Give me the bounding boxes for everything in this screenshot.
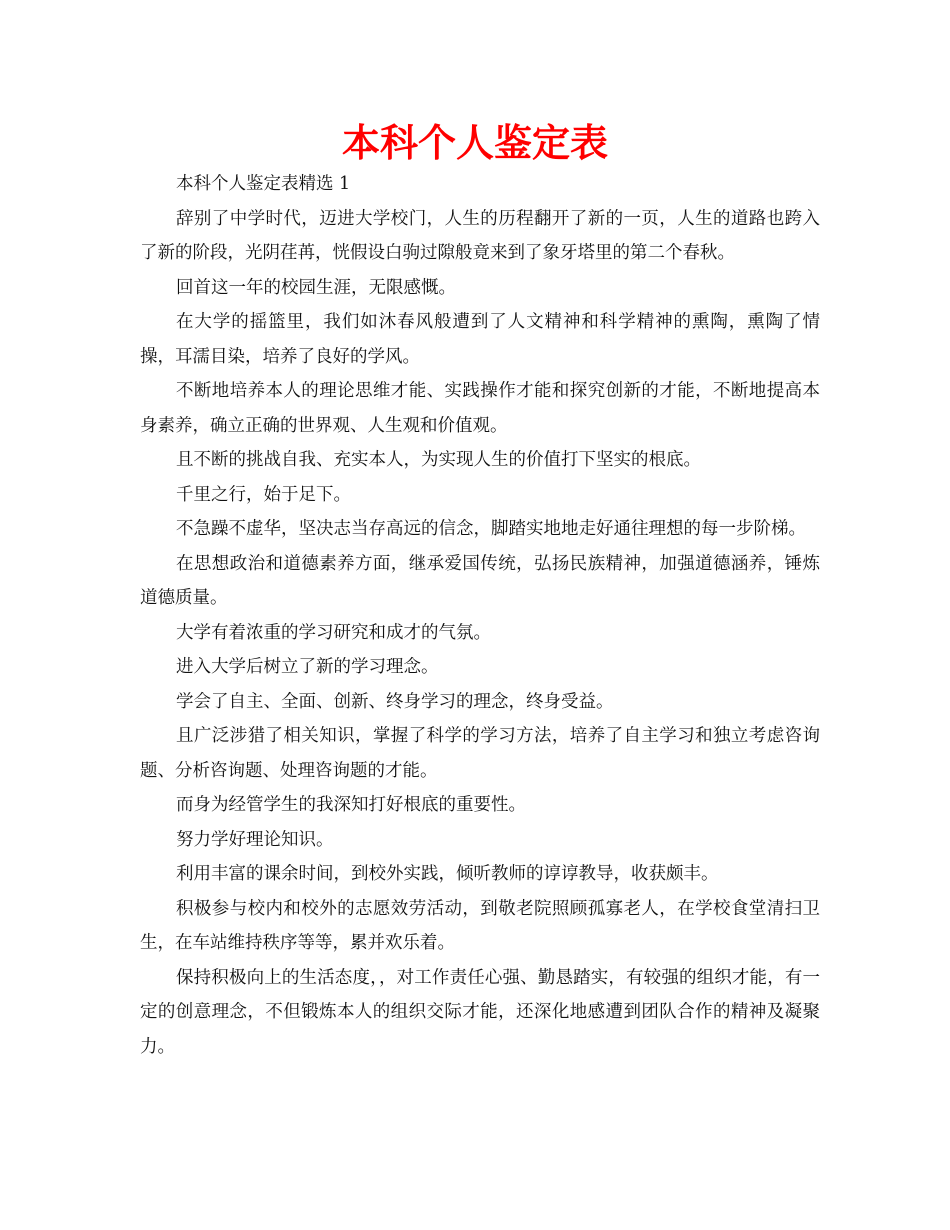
paragraph: 且广泛涉猎了相关知识，掌握了科学的学习方法，培养了自主学习和独立考虑咨询题、分析咨询题、处理咨询题的才能。 (140, 726, 820, 781)
paragraph: 辞别了中学时代，迈进大学校门，人生的历程翻开了新的一页，人生的道路也跨入了新的阶段，光阴荏苒，恍假设白驹过隙般竟来到了象牙塔里的第二个春秋。 (140, 208, 820, 263)
paragraph: 利用丰富的课余时间，到校外实践，倾听教师的谆谆教导，收获颇丰。 (176, 864, 719, 884)
document-title: 本科个人鉴定表 (341, 121, 608, 165)
paragraph: 不断地培养本人的理论思维才能、实践操作才能和探究创新的才能，不断地提高本身素养，确立正确的世界观、人生观和价值观。 (140, 381, 820, 436)
paragraph: 在思想政治和道德素养方面，继承爱国传统，弘扬民族精神，加强道德涵养，锤炼道德质量。 (140, 553, 820, 608)
paragraph: 且不断的挑战自我、充实本人，为实现人生的价值打下坚实的根底。 (176, 450, 701, 470)
paragraph: 大学有着浓重的学习研究和成才的气氛。 (176, 622, 491, 643)
paragraph: 在大学的摇篮里，我们如沐春风般遭到了人文精神和科学精神的熏陶，熏陶了情操，耳濡目染，培养了良好的学风。 (140, 312, 820, 367)
paragraph: 学会了自主、全面、创新、终身学习的理念，终身受益。 (176, 691, 614, 712)
paragraph: 本科个人鉴定表精选 1 (176, 174, 351, 194)
document-body (140, 167, 820, 1064)
paragraph: 回首这一年的校园生涯，无限感慨。 (176, 277, 456, 298)
paragraph: 努力学好理论知识。 (176, 829, 334, 850)
paragraph: 进入大学后树立了新的学习理念。 (176, 657, 439, 677)
paragraph: 千里之行，始于足下。 (176, 484, 351, 505)
paragraph: 积极参与校内和校外的志愿效劳活动，到敬老院照顾孤寡老人，在学校食堂清扫卫生，在车站维持秩序等等，累并欢乐着。 (140, 898, 820, 953)
paragraph: 不急躁不虚华，坚决志当存高远的信念，脚踏实地地走好通往理想的每一步阶梯。 (176, 519, 806, 539)
paragraph: 保持积极向上的生活态度，，对工作责任心强、勤恳踏实，有较强的组织才能，有一定的创意理念，不但锻炼本人的组织交际才能，还深化地感遭到团队合作的精神及凝聚力。 (140, 967, 820, 1057)
paragraph: 而身为经管学生的我深知打好根底的重要性。 (176, 795, 526, 815)
